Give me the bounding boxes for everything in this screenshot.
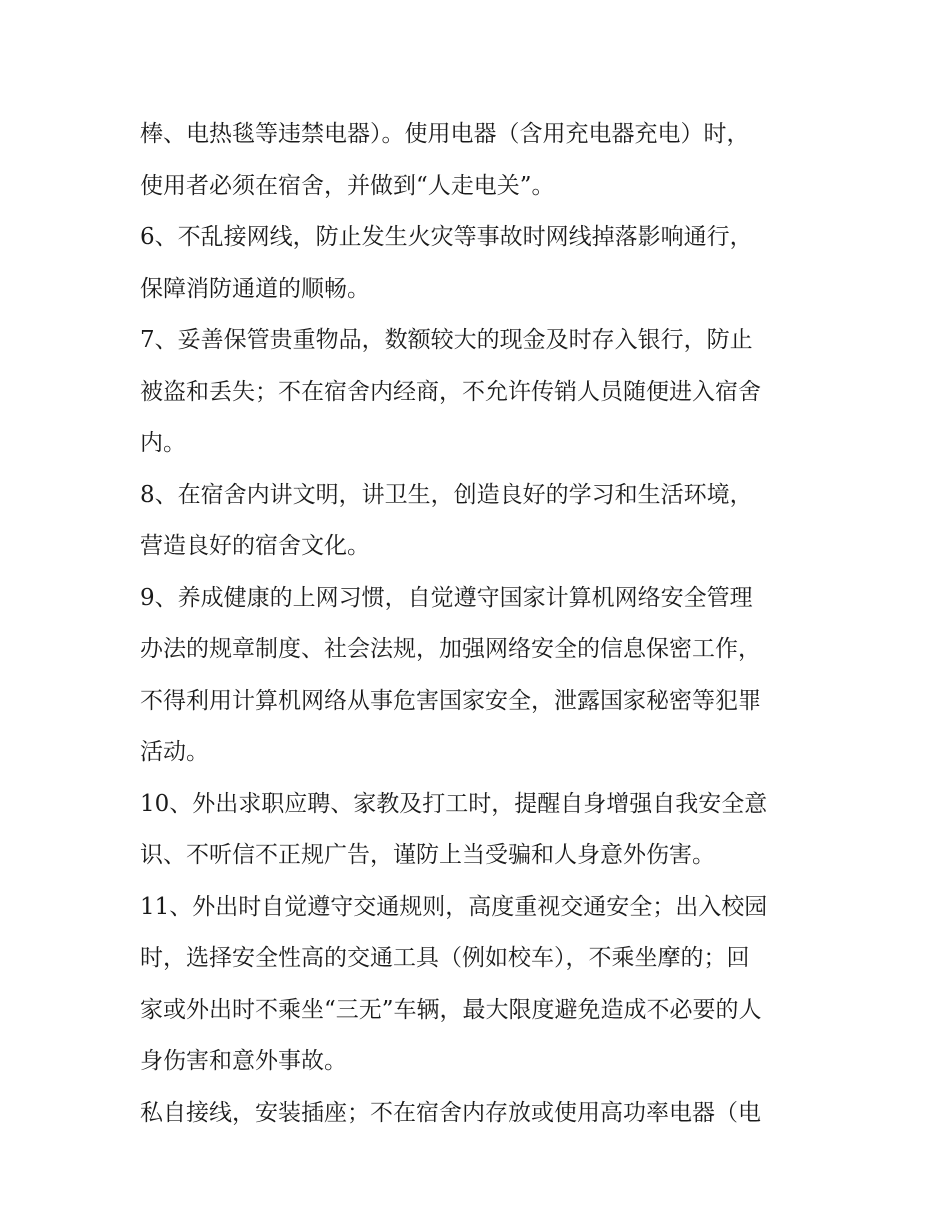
document-body [140,109,820,1139]
text-line: 被盗和丢失；不在宿舍内经商，不允许传销人员随便进入宿舍 [140,378,761,405]
text-line: 10、外出求职应聘、家教及打工时，提醒自身增强自我安全意 [140,790,768,817]
text-line: 保障消防通道的顺畅。 [140,275,370,302]
text-line: 办法的规章制度、社会法规，加强网络安全的信息保密工作， [140,636,761,662]
text-line: 内。 [140,430,186,456]
text-line: 9、养成健康的上网习惯，自觉遵守国家计算机网络安全管理 [140,584,753,611]
text-line: 家或外出时不乘坐“三无”车辆，最大限度避免造成不必要的人 [140,996,762,1023]
text-line: 营造良好的宿舍文化。 [140,533,370,559]
text-line: 身伤害和意外事故。 [140,1048,347,1074]
text-line: 使用者必须在宿舍，并做到“人走电关”。 [140,172,555,199]
text-line: 棒、电热毯等违禁电器）。使用电器（含用充电器充电）时， [140,121,750,147]
text-line: 不得利用计算机网络从事危害国家安全，泄露国家秘密等犯罪 [140,687,761,714]
text-line: 时，选择安全性高的交通工具（例如校车），不乘坐摩的；回 [140,945,750,971]
text-line: 私自接线，安装插座；不在宿舍内存放或使用高功率电器（电 [140,1099,761,1126]
text-line: 7、妥善保管贵重物品，数额较大的现金及时存入银行，防止 [140,327,753,353]
text-line: 识、不听信不正规广告，谨防上当受骗和人身意外伤害。 [140,842,715,868]
text-line: 11、外出时自觉遵守交通规则，高度重视交通安全；出入校园 [140,893,768,920]
text-line: 6、不乱接网线，防止发生火灾等事故时网线掉落影响通行， [140,224,753,250]
text-line: 8、在宿舍内讲文明，讲卫生，创造良好的学习和生活环境， [140,481,753,508]
text-line: 活动。 [140,739,209,765]
